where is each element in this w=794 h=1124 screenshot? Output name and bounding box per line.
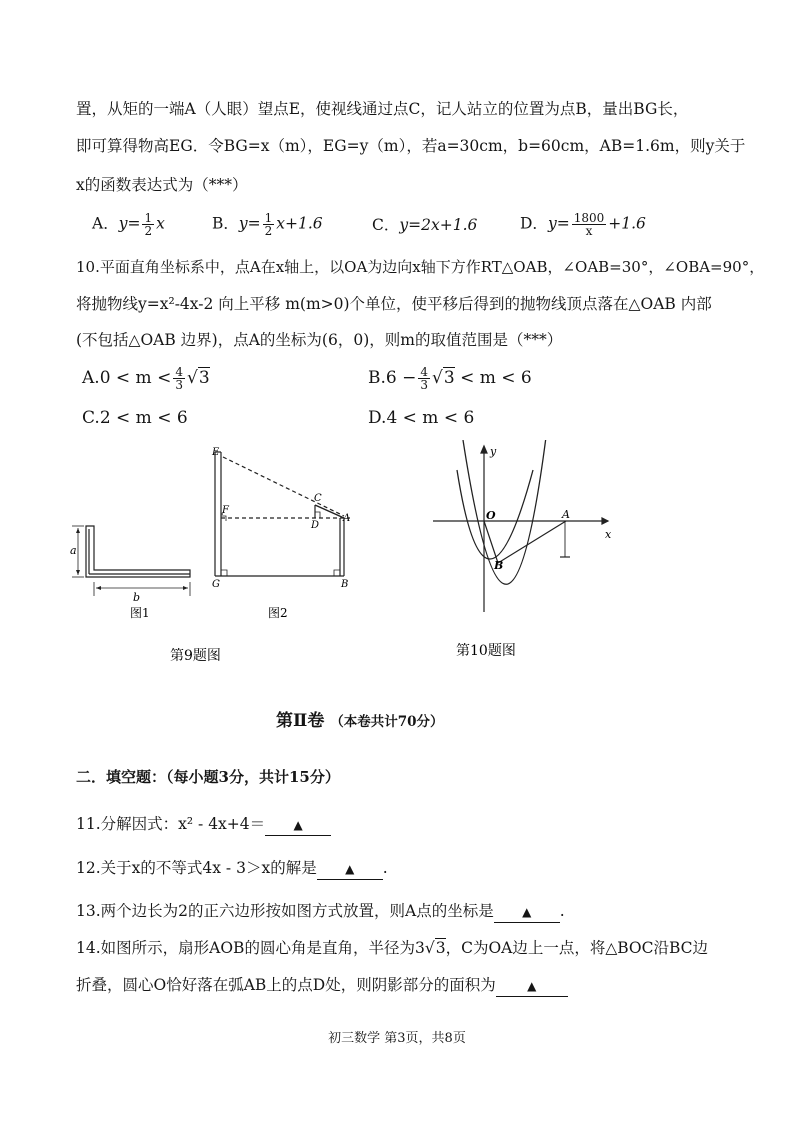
q10-option-c: C.2 < m < 6: [82, 408, 188, 428]
q13: 13.两个边长为2的正六边形按如图方式放置，则A点的坐标是 ▲ .: [76, 901, 565, 923]
q12: 12.关于x的不等式4x - 3＞x的解是 ▲ .: [76, 858, 388, 880]
q10-label-a: A: [562, 508, 570, 521]
q11: 11.分解因式：x² - 4x+4＝ ▲: [76, 814, 331, 836]
q10-label-x: x: [605, 528, 612, 541]
fig2-label-g: G: [212, 579, 220, 590]
q9-option-a: A．y= $\frac{1}{2}$ x: [92, 211, 165, 238]
q10-option-d: D.4 < m < 6: [368, 408, 475, 428]
q9-line-2: 即可算得物高EG．令BG=x（m），EG=y（m），若a=30cm，b=60cm，AB=1.6m，则y关于: [76, 137, 746, 155]
q9-figures: [0, 440, 794, 670]
fraction: $\frac{1}{2}$: [264, 211, 273, 238]
fig2-label-c: C: [314, 493, 322, 504]
q9-line-3: x的函数表达式为（***）: [76, 176, 248, 194]
q10-label-b: B: [494, 559, 504, 572]
fig2-label-b: B: [341, 579, 349, 590]
q9-line-1: 置，从矩的一端A（人眼）望点E，使视线通过点C，记人站立的位置为点B，量出BG长，: [76, 100, 689, 118]
figure-1: [72, 526, 190, 596]
q14-line-1: 14.如图所示，扇形AOB的圆心角是直角，半径为3√3，C为OA边上一点，将△BOC沿BC边: [76, 939, 709, 957]
fig1-label-a: a: [70, 544, 77, 557]
q10-line-2: 将抛物线y=x²-4x-2 向上平移 m(m>0)个单位，使平移后得到的抛物线顶点落在△OAB 内部: [76, 295, 712, 313]
q10-label-o: O: [486, 509, 496, 522]
answer-blank: ▲: [496, 975, 568, 997]
answer-blank: ▲: [494, 901, 560, 923]
fig1-caption: 图1: [130, 606, 150, 620]
q10-line-3: (不包括△OAB 边界)，点A的坐标为(6，0)，则m的取值范围是（***）: [76, 331, 563, 349]
q10-figure-caption: 第10题图: [456, 643, 516, 659]
page-footer: 初三数学 第3页，共8页: [328, 1031, 466, 1046]
q14-line-2: 折叠，圆心O恰好落在弧AB上的点D处，则阴影部分的面积为 ▲: [76, 975, 568, 997]
fraction: $\frac{4}{3}$: [175, 365, 183, 392]
fig2-label-f: F: [222, 505, 229, 516]
fraction: $\frac{4}{3}$: [420, 365, 429, 392]
sqrt-sign: √: [432, 368, 443, 388]
section-title: 第Ⅱ卷 （本卷共计70分）: [276, 711, 444, 731]
q9-option-b: B．y= $\frac{1}{2}$ x+1.6: [212, 211, 323, 238]
fig2-label-e: E: [212, 447, 220, 458]
q9-option-d: D．y= $\frac{1800}{x}$ +1.6: [520, 211, 646, 238]
sqrt-sign: √: [186, 368, 198, 388]
sqrt-sign: √: [424, 939, 435, 957]
q10-option-a: A.0 < m < $\frac{4}{3}$ √3: [82, 365, 210, 392]
q9-option-c: C．y=2x+1.6: [372, 216, 478, 234]
fig2-caption: 图2: [268, 606, 288, 620]
fig1-label-b: b: [133, 591, 141, 604]
figure-q10: [433, 440, 608, 612]
section-heading: 二．填空题：（每小题3分，共计15分）: [76, 768, 340, 786]
fraction: $\frac{1800}{x}$: [573, 211, 605, 238]
q10-label-y: y: [490, 445, 497, 458]
fraction: $\frac{1}{2}$: [144, 211, 153, 238]
answer-blank: ▲: [317, 858, 383, 880]
q10-line-1: 10.平面直角坐标系中，点A在x轴上，以OA为边向x轴下方作RT△OAB，∠OAB=30°，∠OBA=90°，: [76, 258, 765, 276]
answer-blank: ▲: [265, 814, 331, 836]
figure-2: [215, 452, 350, 576]
q9-figure-caption: 第9题图: [170, 648, 221, 664]
fig2-label-a: A: [343, 513, 351, 524]
fig2-label-d: D: [311, 520, 320, 531]
q10-option-b: B.6 − $\frac{4}{3}$ √3 < m < 6: [368, 365, 532, 392]
